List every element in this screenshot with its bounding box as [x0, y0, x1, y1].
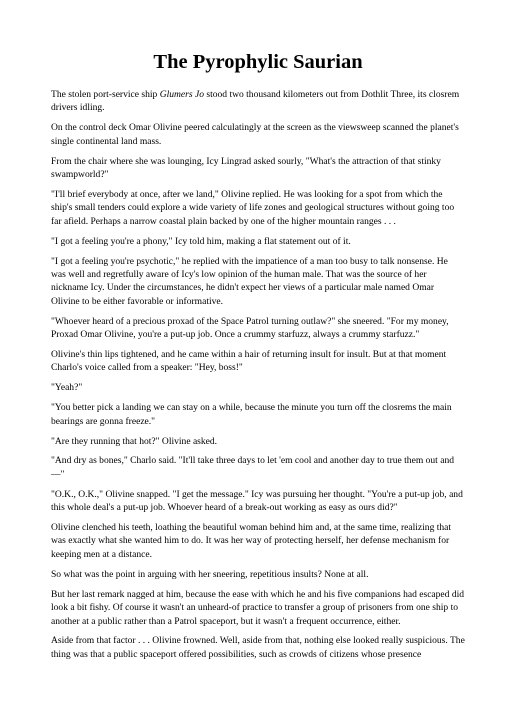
paragraph-1-lead: The stolen port-service ship: [51, 89, 160, 100]
ship-name: Glumers Jo: [159, 89, 204, 100]
paragraph-8: Olivine's thin lips tightened, and he came within a hair of returning insult for insult. But at that moment Charlo's voice called from a speaker: "Hey, boss!": [51, 349, 447, 374]
paragraph-16: But her last remark nagged at him, because the ease with which he and his five companions had escaped did look a bit fishy. Of course it wasn't an unheard-of practice to transfer a group of prisoners from one ship to another at a public rather than a Patrol spaceport, but it wasn't a frequent occurrence, either.: [51, 588, 465, 627]
paragraph-13: "O.K., O.K.," Olivine snapped. "I get the message." Icy was pursuing her thought. "You're a put-up job, and this whole deal's a put-up job. Whoever heard of a break-out working as easy as ours did?": [51, 488, 463, 514]
paragraph-1: [51, 88, 465, 115]
paragraph-1-rest: stood two thousand kilometers out from Dothlit Three, its closrem drivers idling.: [51, 89, 460, 114]
paragraph-5: "I got a feeling you're a phony," Icy told him, making a flat statement out of it.: [51, 235, 351, 247]
paragraph-12: "And dry as bones," Charlo said. "It'll take three days to let 'em cool and another day to true them out and—": [51, 455, 455, 480]
paragraph-15: So what was the point in arguing with her sneering, repetitious insults? None at all.: [51, 568, 369, 580]
paragraph-14: Olivine clenched his teeth, loathing the beautiful woman behind him and, at the same time, realizing that was exactly what she wanted him to do. It was her way of protecting herself, her defense mechanism for keeping men at a distance.: [51, 522, 452, 560]
paragraph-9: "Yeah?": [51, 382, 83, 394]
paragraph-6: "I got a feeling you're psychotic," he replied with the impatience of a man too busy to talk nonsense. He was well and regretfully aware of Icy's low opinion of the human male. That was the source of her nickname Icy. Under the circumstances, he didn't expect her views of a particular male named Omar Olivine to be either favorable or informative.: [51, 255, 448, 307]
paragraph-3: From the chair where she was lounging, Icy Lingrad asked sourly, "What's the attraction of that stinky swampworld?": [51, 155, 441, 181]
paragraph-2: On the control deck Omar Olivine peered calculatingly at the screen as the viewsweep scanned the planet's single continental land mass.: [51, 122, 459, 147]
paragraph-17: Aside from that factor . . . Olivine frowned. Well, aside from that, nothing else looked really suspicious. The thing was that a public spaceport offered possibilities, such as crowds of citizens whose presence: [51, 635, 465, 660]
paragraph-10: "You better pick a landing we can stay on a while, because the minute you turn off the closrems the main bearings are gonna freeze.": [51, 402, 452, 427]
paragraph-4: "I'll brief everybody at once, after we land," Olivine replied. He was looking for a spot from which the ship's small tenders could explore a wide variety of life zones and geological structures without going too far afield. Perhaps a narrow coastal plain backed by one of the higher mountain ranges . . .: [51, 188, 455, 227]
document-title: The Pyrophylic Saurian: [153, 51, 363, 73]
paragraph-7: "Whoever heard of a precious proxad of the Space Patrol turning outlaw?" she sneered. "For my money, Proxad Omar Olivine, you're a put-up job. Once a crummy starfuzz, always a crummy starfuzz.": [51, 315, 449, 341]
paragraph-11: "Are they running that hot?" Olivine asked.: [51, 435, 218, 447]
